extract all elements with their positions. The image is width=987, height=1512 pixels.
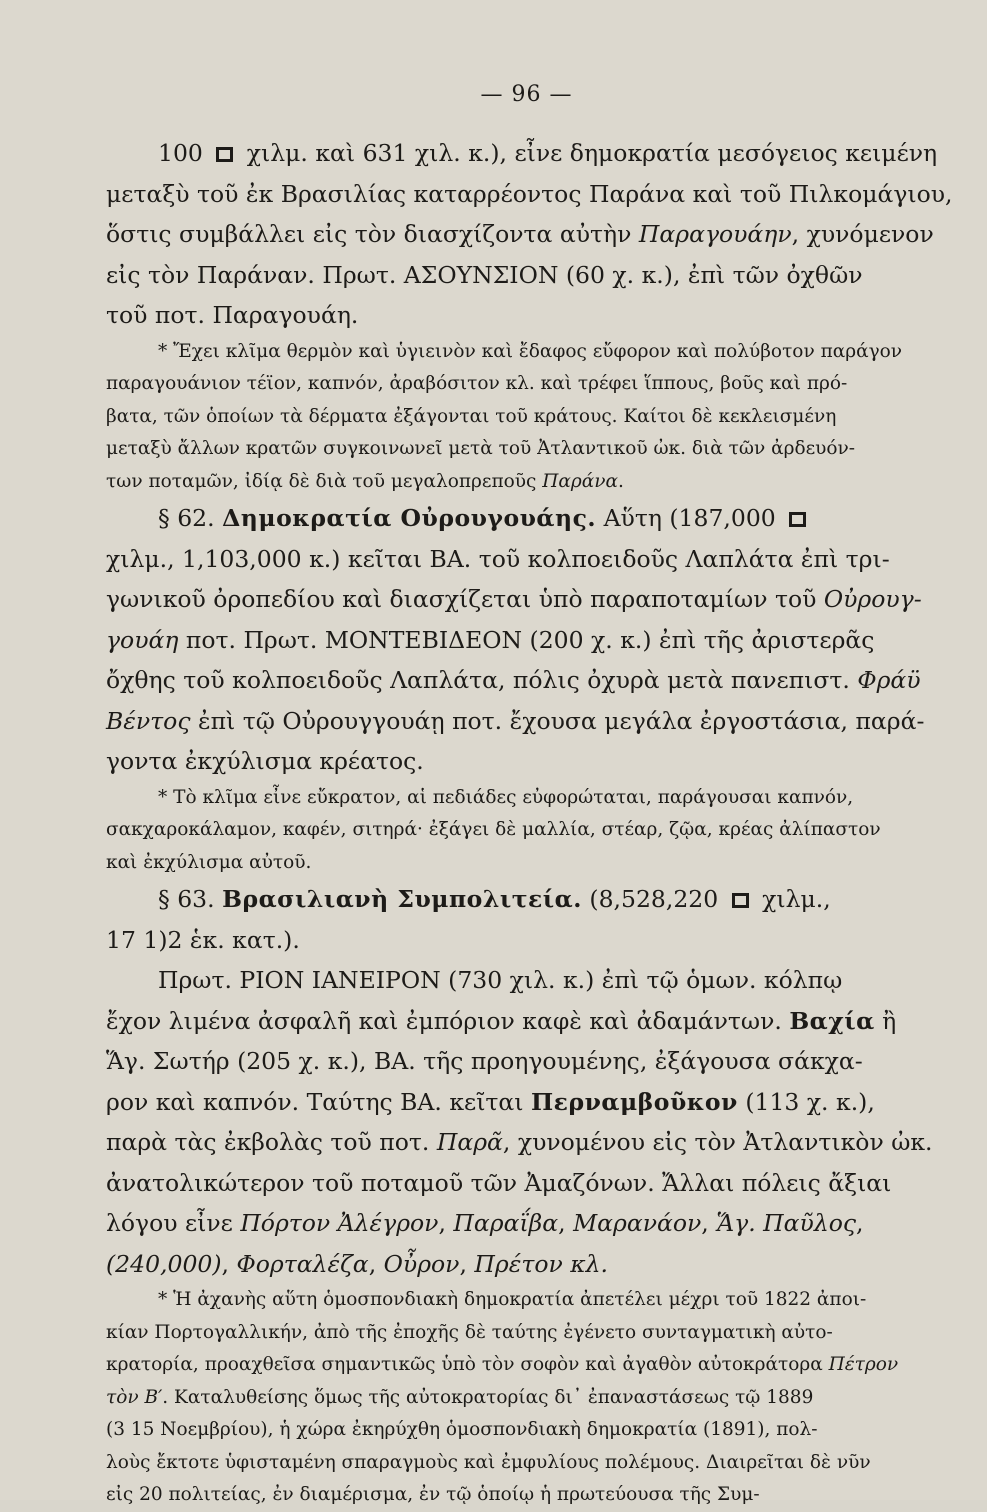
text-line (106, 1284, 947, 1317)
text-run: κίαν Πορτογαλλικήν, ἀπὸ τῆς ἐποχῆς δὲ ταύτης ἐγένετο συνταγματικὴ αὐτο- (106, 1321, 833, 1343)
text-run: , χυνόμενον (791, 220, 934, 248)
text-line (106, 579, 947, 620)
bold-heading: Βαχία (789, 1006, 875, 1035)
text-line (106, 1479, 947, 1512)
italic-term: τὸν Β′ (106, 1386, 163, 1408)
italic-term: Ἅγ. Παῦλος (716, 1209, 857, 1237)
text-run: παρὰ τὰς ἐκβολὰς τοῦ ποτ. (106, 1128, 437, 1156)
italic-term: Βέντος (106, 706, 191, 735)
italic-term: Φορταλέζα (236, 1249, 369, 1278)
text-run: , (459, 1249, 475, 1278)
square-symbol-icon (789, 512, 806, 527)
text-line (106, 174, 953, 215)
text-run: εἰς τὸν Παράναν. Πρωτ. ΑΣΟΥΝΣΙΟΝ (60 χ. κ.), ἐπὶ τῶν ὀχθῶν (106, 260, 863, 289)
text-run: , (701, 1209, 717, 1237)
text-line (106, 1382, 947, 1415)
text-line (106, 255, 947, 296)
text-run: μεταξὺ τοῦ ἐκ Βρασιλίας καταρρέοντος Παράνα καὶ τοῦ Πιλκομάγιου, (106, 179, 953, 208)
text-line (106, 401, 947, 434)
text-run: κρατορία, προαχθεῖσα σημαντικῶς ὑπὸ τὸν σοφὸν καὶ ἀγαθὸν αὐτοκράτορα (106, 1354, 829, 1375)
text-line (106, 1041, 947, 1082)
text-run: . (617, 470, 624, 492)
text-run: , (368, 1249, 384, 1278)
paragraph (106, 960, 947, 1284)
text-run: λόγου εἶνε (106, 1209, 241, 1237)
text-run: ἐπὶ τῷ Οὐρουγγουάῃ ποτ. ἔχουσα μεγάλα ἐργοστάσια, παρά- (190, 706, 925, 735)
text-line (106, 133, 947, 174)
text-run: χιλμ. καὶ 631 χιλ. κ.), εἶνε δημοκρατία μεσόγειος κειμένη (239, 139, 938, 167)
italic-term: Πέτρον (828, 1354, 899, 1375)
text-run: ἀνατολικώτερον τοῦ ποταμοῦ τῶν Ἀμαζόνων. Ἄλλαι πόλεις ἄξιαι (106, 1168, 892, 1197)
text-run: Πρωτ. ΡΙΟΝ ΙΑΝΕΙΡΟΝ (730 χιλ. κ.) ἐπὶ τῷ ὁμων. κόλπῳ (158, 966, 843, 994)
text-line (106, 214, 947, 255)
text-run: λοὺς ἔκτοτε ὑφισταμένη σπαραγμοὺς καὶ ἐμφυλίους πολέμους. Διαιρεῖται δὲ νῦν (106, 1451, 871, 1473)
text-line (106, 498, 947, 539)
text-line (106, 847, 947, 880)
italic-term: Παράνα (542, 470, 618, 492)
text-run: , (438, 1209, 454, 1237)
text-run: , (558, 1209, 574, 1237)
italic-term: γουάη (106, 625, 179, 654)
text-line (106, 741, 947, 782)
text-run: , χυνομένου εἰς τὸν Ἀτλαντικὸν ὠκ. (502, 1128, 933, 1156)
text-line (106, 660, 947, 701)
text-run: , (221, 1249, 237, 1278)
text-run: σακχαροκάλαμον, καφέν, σιτηρά· ἐξάγει δὲ μαλλία, στέαρ, ζῷα, κρέας ἀλίπαστον (106, 819, 881, 840)
text-run: * Τὸ κλῖμα εἶνε εὔκρατον, αἱ πεδιάδες εὐφορώταται, παράγουσαι καπνόν, (158, 786, 854, 808)
text-line (106, 1244, 947, 1285)
text-line (106, 368, 947, 401)
italic-term: Φράϋ (857, 666, 921, 694)
text-run: § 63. (158, 885, 223, 913)
italic-term: Μαρανάον (573, 1209, 702, 1237)
text-run: 100 (158, 139, 211, 167)
text-run: (8,528,220 (581, 885, 726, 913)
text-line (106, 1349, 947, 1382)
text-run: . Καταλυθείσης ὅμως τῆς αὐτοκρατορίας δι᾿ ἐπαναστάσεως τῷ 1889 (162, 1386, 814, 1408)
text-line (106, 1082, 947, 1123)
text-run: (113 χ. κ.), (737, 1087, 875, 1116)
text-line (106, 1122, 947, 1163)
text-line (106, 466, 947, 499)
text-run: χιλμ., (754, 885, 831, 913)
body-text (106, 133, 953, 1512)
text-run: ρον καὶ καπνόν. Ταύτης ΒΑ. κεῖται (106, 1087, 531, 1116)
italic-term: Παρᾶ (436, 1128, 503, 1156)
text-run: μεταξὺ ἄλλων κρατῶν συγκοινωνεῖ μετὰ τοῦ Ἀτλαντικοῦ ὠκ. διὰ τῶν ἀρδευόν- (106, 438, 856, 459)
italic-term: Οὖρον (383, 1249, 460, 1278)
text-run: παραγουάνιον τέϊον, καπνόν, ἀραβόσιτον κλ. καὶ τρέφει ἵππους, βοῦς καὶ πρό- (106, 373, 848, 394)
text-line (106, 814, 947, 847)
text-line (106, 1447, 947, 1480)
text-line (106, 879, 947, 920)
text-run: * Ἔχει κλῖμα θερμὸν καὶ ὑγιεινὸν καὶ ἔδαφος εὔφορον καὶ πολύβοτον παράγον (158, 340, 903, 362)
bold-heading: Δημοκρατία Οὐρουγουάης. (222, 504, 597, 532)
footnote-paragraph (106, 1284, 947, 1512)
square-symbol-icon (216, 147, 233, 162)
text-run: (3 15 Νοεμβρίου), ἡ χώρα ἐκηρύχθη ὁμοσπονδιακὴ δημοκρατία (1891), πολ- (106, 1419, 818, 1440)
text-run: ποτ. Πρωτ. ΜΟΝΤΕΒΙΔΕΟΝ (200 χ. κ.) ἐπὶ τῆς ἀριστερᾶς (178, 625, 875, 654)
text-run: καὶ ἐκχύλισμα αὐτοῦ. (106, 851, 312, 873)
text-line (106, 336, 947, 369)
text-run: των ποταμῶν, ἰδίᾳ δὲ διὰ τοῦ μεγαλοπρεποῦς (106, 470, 543, 492)
text-line (106, 539, 947, 580)
text-line (106, 1317, 947, 1350)
text-line (106, 960, 947, 1001)
text-line (106, 1203, 947, 1244)
bold-heading: Περναμβοῦκον (530, 1087, 738, 1116)
text-run: γωνικοῦ ὀροπεδίου καὶ διασχίζεται ὑπὸ παραποταμίων τοῦ (106, 585, 824, 613)
italic-term: (240,000) (106, 1249, 222, 1278)
text-line (106, 620, 947, 661)
bold-heading: Βρασιλιανὴ Συμπολιτεία. (222, 885, 582, 913)
italic-term: Πρέτον κλ. (474, 1249, 609, 1278)
paragraph (106, 879, 947, 960)
paragraph (106, 133, 953, 336)
footnote-paragraph (106, 782, 947, 880)
text-run: Ἅγ. Σωτήρ (205 χ. κ.), ΒΑ. τῆς προηγουμένης, ἐξάγουσα σάκχα- (106, 1047, 863, 1075)
text-line (106, 920, 947, 961)
text-run: ὅστις συμβάλλει εἰς τὸν διασχίζοντα αὐτὴν (106, 220, 639, 248)
italic-term: Οὐρουγ- (823, 585, 922, 613)
paragraph (106, 498, 947, 782)
text-run: ἢ (874, 1006, 897, 1035)
italic-term: Πόρτον Ἀλέγρον (240, 1209, 439, 1237)
text-run: ὄχθης τοῦ κολποειδοῦς Λαπλάτα, πόλις ὀχυρὰ μετὰ πανεπιστ. (106, 666, 858, 694)
text-line (106, 1001, 947, 1042)
text-run: 17 1)2 ἑκ. κατ.). (106, 925, 300, 954)
italic-term: Παραΐβα (453, 1209, 559, 1237)
text-run: γοντα ἐκχύλισμα κρέατος. (106, 747, 424, 775)
text-run: βατα, τῶν ὁποίων τὰ δέρματα ἐξάγονται τοῦ κράτους. Καίτοι δὲ κεκλεισμένη (106, 405, 837, 427)
text-line (106, 295, 947, 336)
text-run: ἔχον λιμένα ἀσφαλῆ καὶ ἐμπόριον καφὲ καὶ ἀδαμάντων. (106, 1006, 790, 1035)
text-line (106, 1163, 947, 1204)
text-run: χιλμ., 1,103,000 κ.) κεῖται ΒΑ. τοῦ κολποειδοῦς Λαπλάτα ἐπὶ τρι- (106, 544, 890, 573)
text-line (106, 782, 947, 815)
text-run: § 62. (158, 504, 223, 532)
italic-term: Παραγουάην (638, 220, 792, 248)
square-symbol-icon (732, 893, 749, 908)
text-run: * Ἡ ἀχανὴς αὕτη ὁμοσπονδιακὴ δημοκρατία ἀπετέλει μέχρι τοῦ 1822 ἀποι- (158, 1289, 867, 1310)
text-run: Αὕτη (187,000 (596, 504, 784, 532)
text-run: τοῦ ποτ. Παραγουάη. (106, 301, 359, 329)
text-line (106, 1414, 947, 1447)
text-run: , (856, 1209, 864, 1237)
text-line (106, 433, 947, 466)
footnote-paragraph (106, 336, 947, 499)
page-number: — 96 — (480, 82, 573, 107)
text-run: εἰς 20 πολιτείας, ἐν διαμέρισμα, ἐν τῷ ὁποίῳ ἡ πρωτεύουσα τῆς Συμ- (106, 1484, 760, 1505)
text-line (106, 701, 947, 742)
